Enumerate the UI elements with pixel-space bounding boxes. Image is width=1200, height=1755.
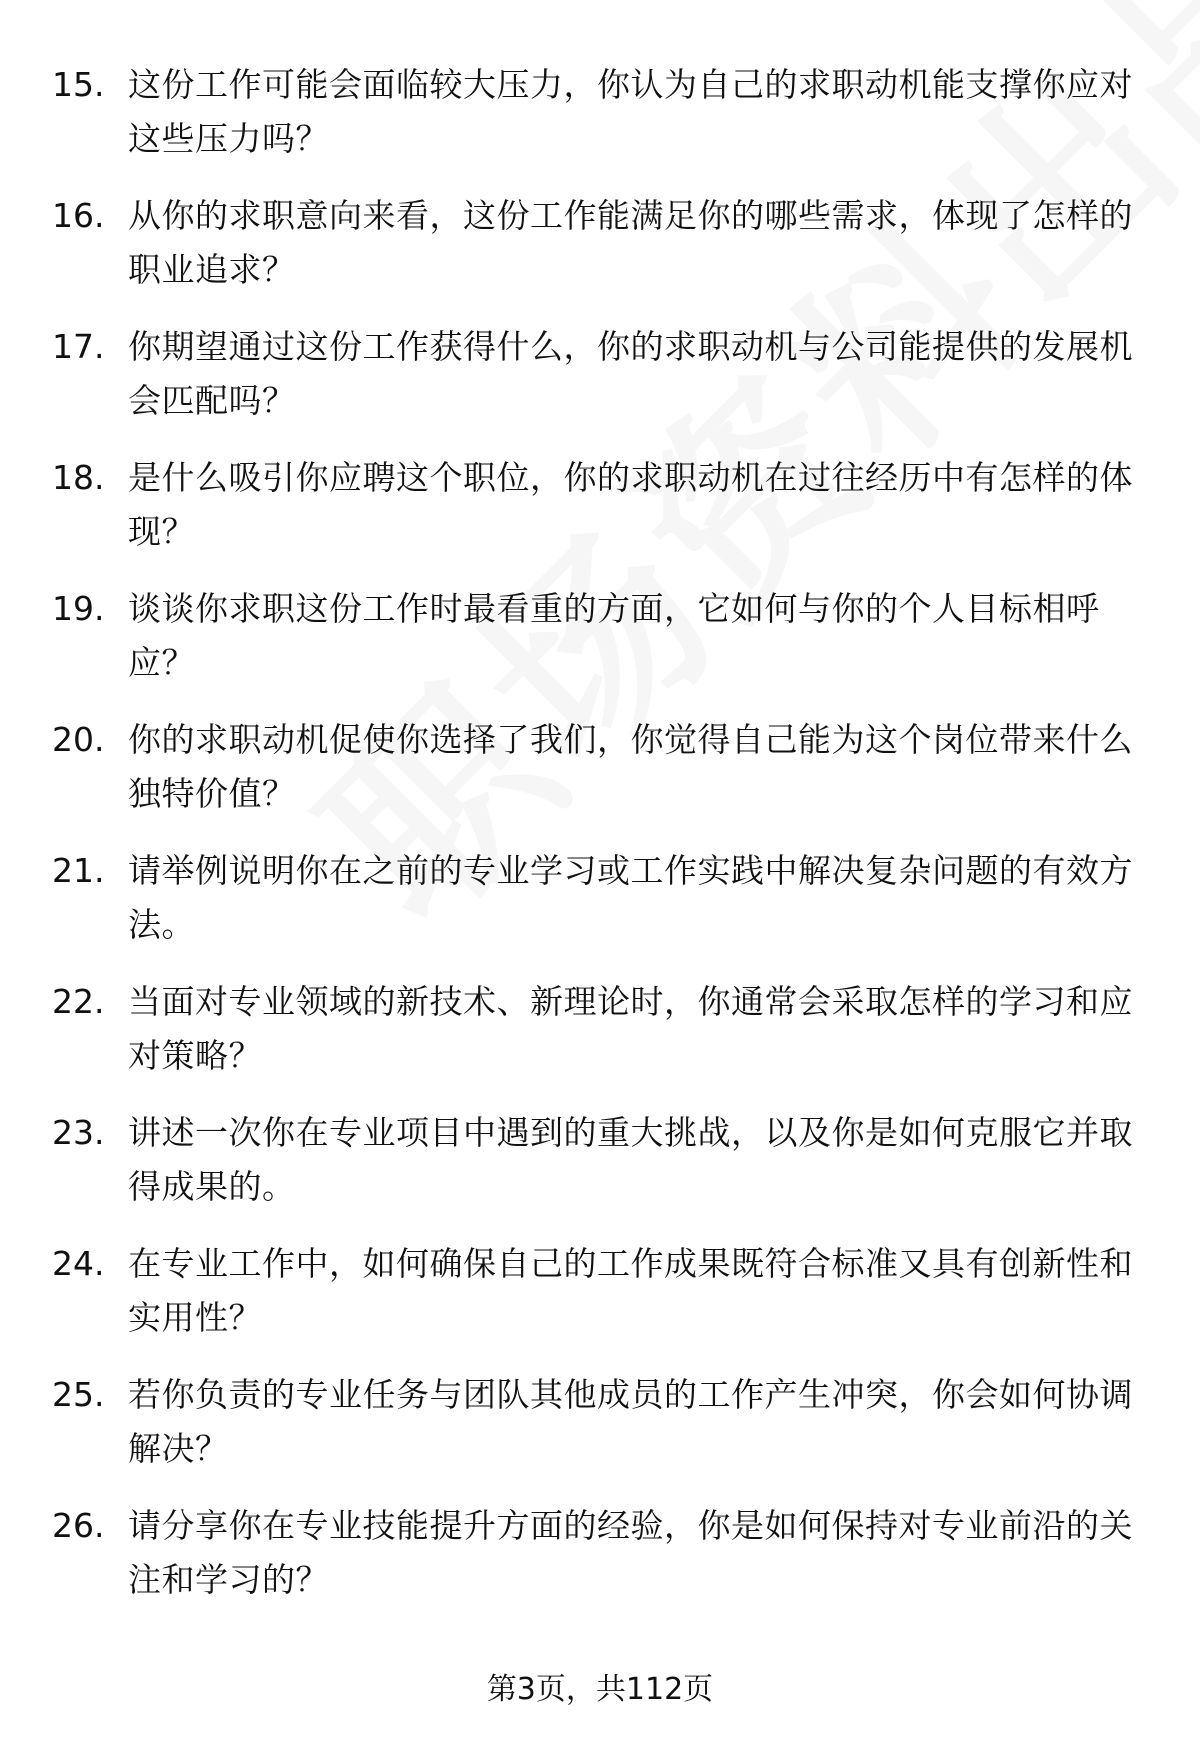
question-text: 你的求职动机促使你选择了我们，你觉得自己能为这个岗位带来什么独特价值？ <box>128 720 1133 813</box>
question-text: 是什么吸引你应聘这个职位，你的求职动机在过往经历中有怎样的体现？ <box>128 458 1133 551</box>
question-number: 25. <box>52 1375 105 1414</box>
list-item <box>0 189 1200 320</box>
list-item <box>0 844 1200 975</box>
question-text: 请分享你在专业技能提升方面的经验，你是如何保持对专业前沿的关注和学习的？ <box>128 1506 1133 1599</box>
question-number: 16. <box>52 196 105 235</box>
list-item <box>0 1368 1200 1499</box>
question-text: 从你的求职意向来看，这份工作能满足你的哪些需求，体现了怎样的职业追求？ <box>128 196 1133 289</box>
question-number: 21. <box>52 851 105 890</box>
question-number: 20. <box>52 720 105 759</box>
question-text: 当面对专业领域的新技术、新理论时，你通常会采取怎样的学习和应对策略？ <box>128 982 1133 1075</box>
list-item <box>0 58 1200 189</box>
list-item <box>0 975 1200 1106</box>
list-item <box>0 582 1200 713</box>
question-text: 你期望通过这份工作获得什么，你的求职动机与公司能提供的发展机会匹配吗？ <box>128 327 1133 420</box>
question-text: 这份工作可能会面临较大压力，你认为自己的求职动机能支撑你应对这些压力吗？ <box>128 65 1133 158</box>
question-number: 23. <box>52 1113 105 1152</box>
question-number: 17. <box>52 327 105 366</box>
question-list <box>0 58 1200 1630</box>
question-number: 24. <box>52 1244 105 1283</box>
question-number: 26. <box>52 1506 105 1545</box>
question-text: 请举例说明你在之前的专业学习或工作实践中解决复杂问题的有效方法。 <box>128 851 1133 944</box>
question-text: 谈谈你求职这份工作时最看重的方面，它如何与你的个人目标相呼应？ <box>128 589 1100 682</box>
question-text: 在专业工作中，如何确保自己的工作成果既符合标准又具有创新性和实用性？ <box>128 1244 1133 1337</box>
question-text: 若你负责的专业任务与团队其他成员的工作产生冲突，你会如何协调解决？ <box>128 1375 1133 1468</box>
list-item <box>0 1499 1200 1630</box>
page-number-label: 第3页，共112页 <box>486 1672 714 1707</box>
list-item <box>0 451 1200 582</box>
list-item <box>0 1106 1200 1237</box>
question-number: 18. <box>52 458 105 497</box>
question-number: 22. <box>52 982 105 1021</box>
page-footer <box>0 1670 1200 1710</box>
list-item <box>0 320 1200 451</box>
list-item <box>0 713 1200 844</box>
question-number: 15. <box>52 65 105 104</box>
question-number: 19. <box>52 589 105 628</box>
question-text: 讲述一次你在专业项目中遇到的重大挑战，以及你是如何克服它并取得成果的。 <box>128 1113 1133 1206</box>
list-item <box>0 1237 1200 1368</box>
